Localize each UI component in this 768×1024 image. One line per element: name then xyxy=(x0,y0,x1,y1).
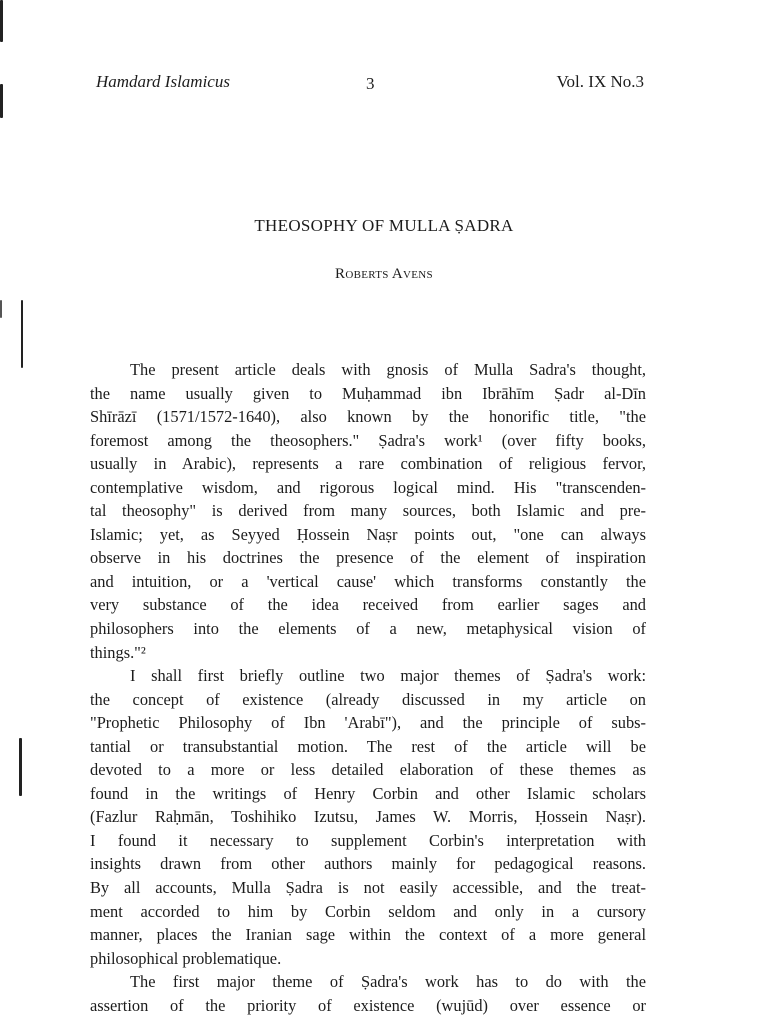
article-title: THEOSOPHY OF MULLA ṢADRA xyxy=(254,216,514,235)
body-line: found in the writings of Henry Corbin and other Islamic scholars xyxy=(90,783,646,803)
article-author: Roberts Avens xyxy=(335,266,433,282)
journal-name: Hamdard Islamicus xyxy=(96,72,230,91)
scan-artifact xyxy=(0,300,2,318)
body-line: "Prophetic Philosophy of Ibn 'Arabī"), and the principle of subs- xyxy=(90,713,646,733)
body-line: foremost among the theosophers." Ṣadra's work¹ (over fifty books, xyxy=(90,430,646,450)
body-line: By all accounts, Mulla Ṣadra is not easily accessible, and the treat- xyxy=(90,878,646,898)
body-line: philosophical problematique. xyxy=(90,948,282,968)
body-line: philosophers into the elements of a new, metaphysical vision of xyxy=(90,619,646,639)
scan-artifact xyxy=(19,738,22,796)
body-line: (Fazlur Raḥmān, Toshihiko Izutsu, James W. Morris, Ḥossein Naṣr). xyxy=(90,807,646,827)
page-number: 3 xyxy=(366,74,375,93)
body-line: Shīrāzī (1571/1572-1640), also known by the honorific title, "the xyxy=(90,407,646,427)
body-line: insights drawn from other authors mainly for pedagogical reasons. xyxy=(90,854,646,874)
volume-number: Vol. IX No.3 xyxy=(556,72,644,91)
body-line: things."² xyxy=(90,642,146,662)
scan-artifact xyxy=(21,300,23,368)
body-line: tal theosophy" is derived from many sources, both Islamic and pre- xyxy=(90,501,646,521)
body-line: observe in his doctrines the presence of the element of inspiration xyxy=(90,548,646,568)
article-body xyxy=(90,358,646,1017)
body-line: tantial or transubstantial motion. The rest of the article will be xyxy=(90,736,646,756)
body-line: very substance of the idea received from earlier sages and xyxy=(90,595,646,615)
body-line: and intuition, or a 'vertical cause' which transforms constantly the xyxy=(90,571,646,591)
body-line: I found it necessary to supplement Corbin's interpretation with xyxy=(90,830,646,850)
body-line: usually in Arabic), represents a rare combination of religious fervor, xyxy=(90,454,646,474)
body-line: manner, places the Iranian sage within the context of a more general xyxy=(90,925,646,945)
running-header xyxy=(96,72,644,96)
scan-artifact xyxy=(0,0,3,42)
body-line: Islamic; yet, as Seyyed Ḥossein Naṣr points out, "one can always xyxy=(90,524,646,544)
body-line: contemplative wisdom, and rigorous logical mind. His "transcenden- xyxy=(90,477,646,497)
scan-artifact xyxy=(0,84,3,118)
body-line: The present article deals with gnosis of Mulla Sadra's thought, xyxy=(130,360,646,379)
body-line: I shall first briefly outline two major themes of Ṣadra's work: xyxy=(130,666,646,686)
body-line: assertion of the priority of existence (wujūd) over essence or xyxy=(90,995,646,1015)
body-line: The first major theme of Ṣadra's work has to do with the xyxy=(130,972,646,992)
body-line: the name usually given to Muḥammad ibn Ibrāhīm Ṣadr al-Dīn xyxy=(90,383,646,403)
body-line: devoted to a more or less detailed elaboration of these themes as xyxy=(90,760,646,780)
body-line: the concept of existence (already discussed in my article on xyxy=(90,689,646,709)
body-line: ment accorded to him by Corbin seldom and only in a cursory xyxy=(90,901,646,921)
